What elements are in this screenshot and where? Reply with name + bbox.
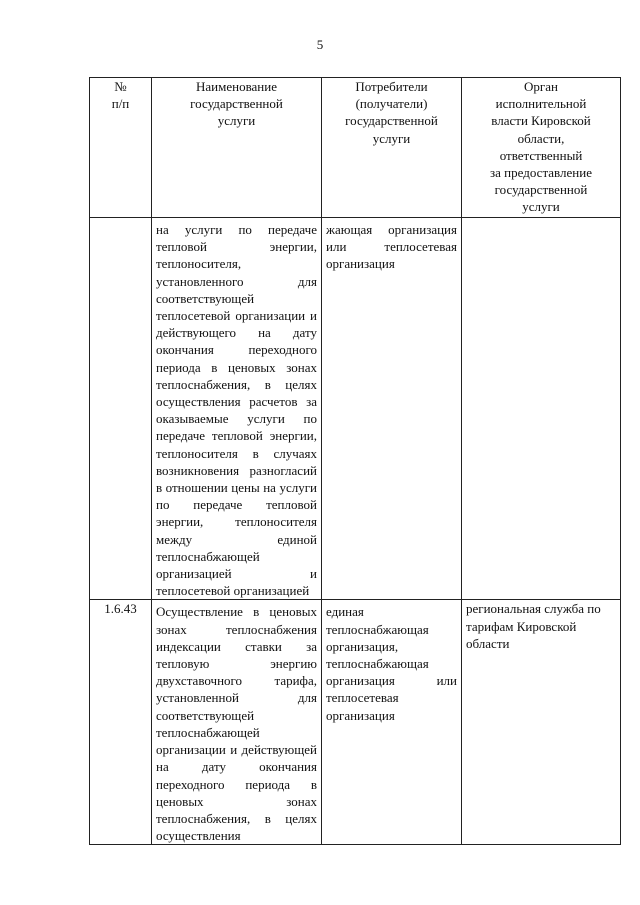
page-number: 5 <box>316 37 324 52</box>
table-row <box>90 218 621 600</box>
service-name-text: Осуществление в ценовых зонах теплоснабжения индексации ставки за тепловую энергию двухставочного тарифа, установленной для соответствующей теплоснабжающей организации и действующей на дату окончания переходного периода в ценовых зонах теплоснабжения, в целях осуществления <box>156 604 317 844</box>
consumers-cell <box>322 600 462 845</box>
header-number: № п/п <box>90 78 152 218</box>
authority-cell <box>462 218 621 600</box>
consumers-text: жающая организация или теплосетевая организация <box>326 222 457 272</box>
services-table <box>89 77 621 845</box>
table-row <box>90 600 621 845</box>
consumers-cell <box>322 218 462 600</box>
row-number: 1.6.43 <box>90 600 152 845</box>
service-name-cell <box>152 218 322 600</box>
header-authority: Орган исполнительной власти Кировской области, ответственный за предоставление государственной услуги <box>462 78 621 218</box>
service-name-cell <box>152 600 322 845</box>
header-service-name: Наименование государственной услуги <box>152 78 322 218</box>
row-number <box>90 218 152 600</box>
consumers-text: единая теплоснабжающая организация, теплоснабжающая организация или теплосетевая организация <box>326 604 457 723</box>
table-header-row <box>90 78 621 218</box>
service-name-text: на услуги по передаче тепловой энергии, теплоносителя, установленного для соответствующей теплосетевой организации и действующего на дату окончания переходного периода в ценовых зонах теплоснабжения, в целях осуществления расчетов за оказываемые услуги по передаче тепловой энергии, теплоносителя в случаях возникновения разногласий в отношении цены на услуги по передаче тепловой энергии, теплоносителя между единой теплоснабжающей организацией и теплосетевой организацией <box>156 222 317 599</box>
authority-cell: региональная служба по тарифам Кировской области <box>462 600 621 845</box>
header-consumers: Потребители (получатели) государственной услуги <box>322 78 462 218</box>
